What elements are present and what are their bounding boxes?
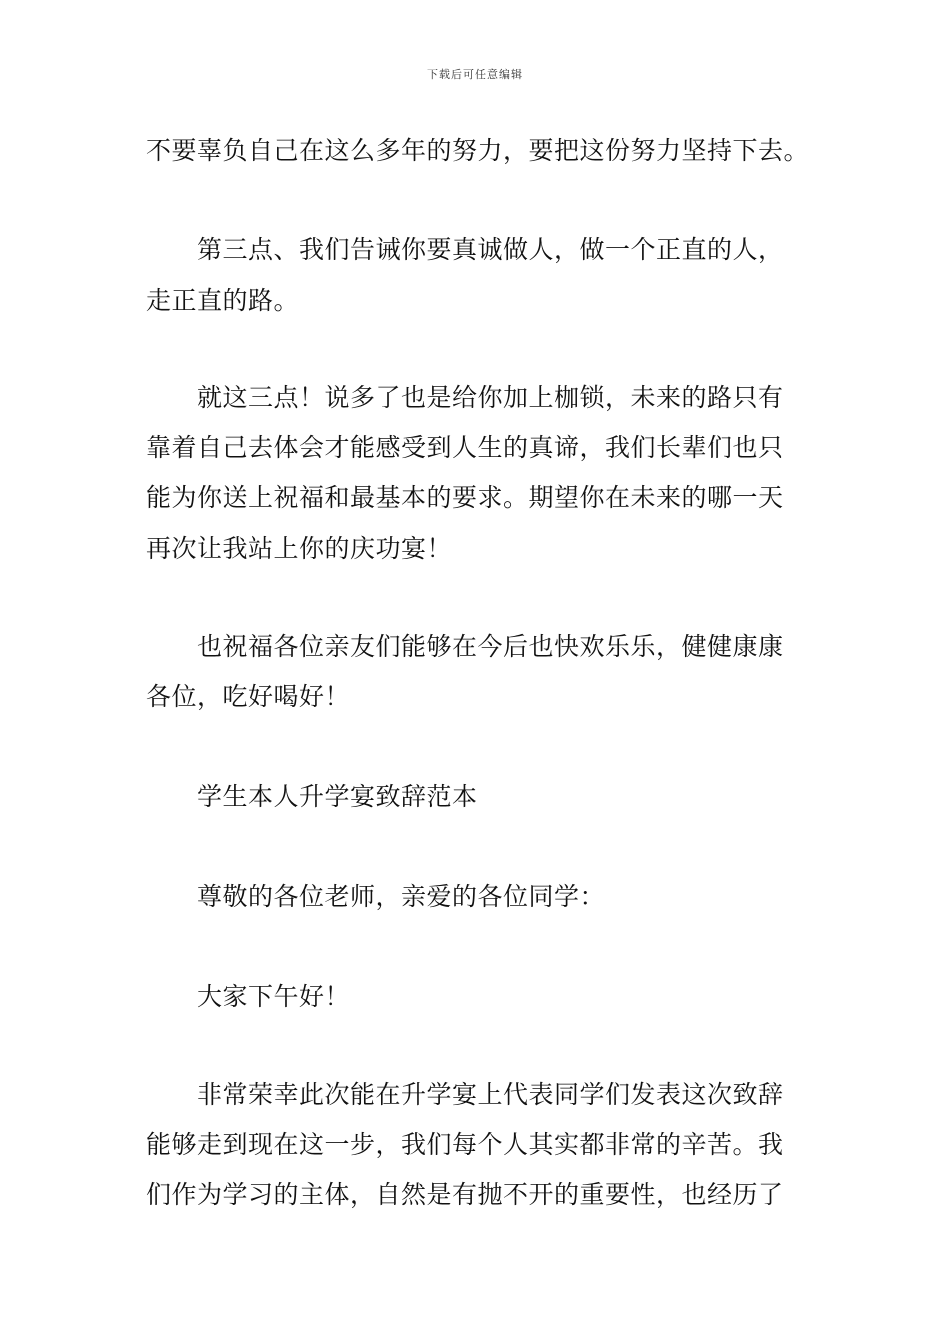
section-title: 学生本人升学宴致辞范本 [197,782,478,811]
salutation: 尊敬的各位老师，亲爱的各位同学： [197,882,606,911]
text-line: 能为你送上祝福和最基本的要求。期望你在未来的哪一天 [146,483,784,512]
text-line: 靠着自己去体会才能感受到人生的真谛，我们长辈们也只 [146,433,784,462]
text-line: 非常荣幸此次能在升学宴上代表同学们发表这次致辞 [197,1080,784,1109]
text-line: 再次让我站上你的庆功宴！ [146,534,453,563]
text-line: 不要辜负自己在这么多年的努力，要把这份努力坚持下去。 [146,136,810,165]
text-line: 能够走到现在这一步，我们每个人其实都非常的辛苦。我 [146,1130,784,1159]
text-line: 们作为学习的主体，自然是有抛不开的重要性，也经历了 [146,1180,784,1209]
text-line: 走正直的路。 [146,286,300,315]
text-line: 第三点、我们告诫你要真诚做人，做一个正直的人， [197,235,784,264]
text-line: 也祝福各位亲友们能够在今后也快欢乐乐，健健康康 [197,632,784,661]
text-line: 就这三点！说多了也是给你加上枷锁，未来的路只有 [197,383,784,412]
greeting: 大家下午好！ [197,982,351,1011]
page-header: 下载后可任意编辑 [427,68,523,81]
text-line: 各位，吃好喝好！ [146,682,351,711]
